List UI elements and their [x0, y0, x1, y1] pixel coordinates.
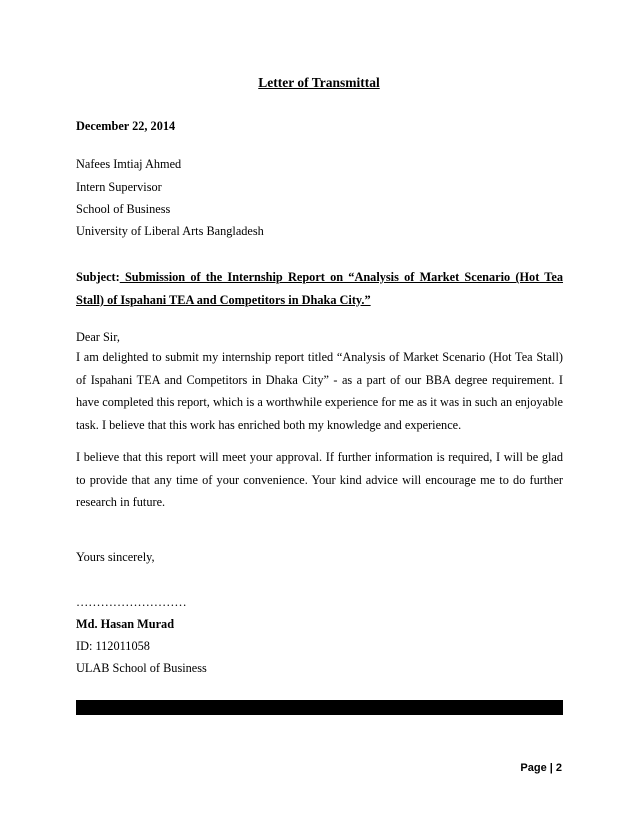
body-paragraph-1: I am delighted to submit my internship report titled “Analysis of Market Scenario (Hot Tea Stall) of Ispahani TEA and Competitors in Dhaka City” - as a part of our BBA degree requirement. I have completed this report, which is a worthwhile experience for me as it was in such an enjoyable task. I believe that this work has enriched both my knowledge and experience.	[76, 350, 563, 432]
recipient-institution: University of Liberal Arts Bangladesh	[76, 224, 264, 238]
body-paragraph-2: I believe that this report will meet your approval. If further information is required, I will be glad to provide that any time of your convenience. Your kind advice will encourage me to do further research in future.	[76, 450, 563, 509]
letter-date: December 22, 2014	[76, 119, 176, 133]
subject-label: Subject:	[76, 270, 120, 284]
sender-name: Md. Hasan Murad	[76, 617, 175, 631]
subject-text: Submission of the Internship Report on “Analysis of Market Scenario (Hot Tea Stall) of Ispahani TEA and Competitors in Dhaka City.”	[76, 270, 563, 307]
salutation: Dear Sir,	[76, 330, 120, 344]
closing: Yours sincerely,	[76, 550, 155, 564]
letter-title: Letter of Transmittal	[258, 75, 380, 90]
sender-id: ID: 112011058	[76, 639, 150, 653]
subject-line	[76, 266, 563, 311]
sender-school: ULAB School of Business	[76, 661, 207, 675]
recipient-department: School of Business	[76, 202, 171, 216]
page-number: Page | 2	[520, 762, 562, 774]
recipient-name: Nafees Imtiaj Ahmed	[76, 157, 182, 171]
footer-divider-bar	[76, 700, 563, 715]
recipient-position: Intern Supervisor	[76, 180, 162, 194]
signature-line: ………………………	[76, 595, 187, 609]
